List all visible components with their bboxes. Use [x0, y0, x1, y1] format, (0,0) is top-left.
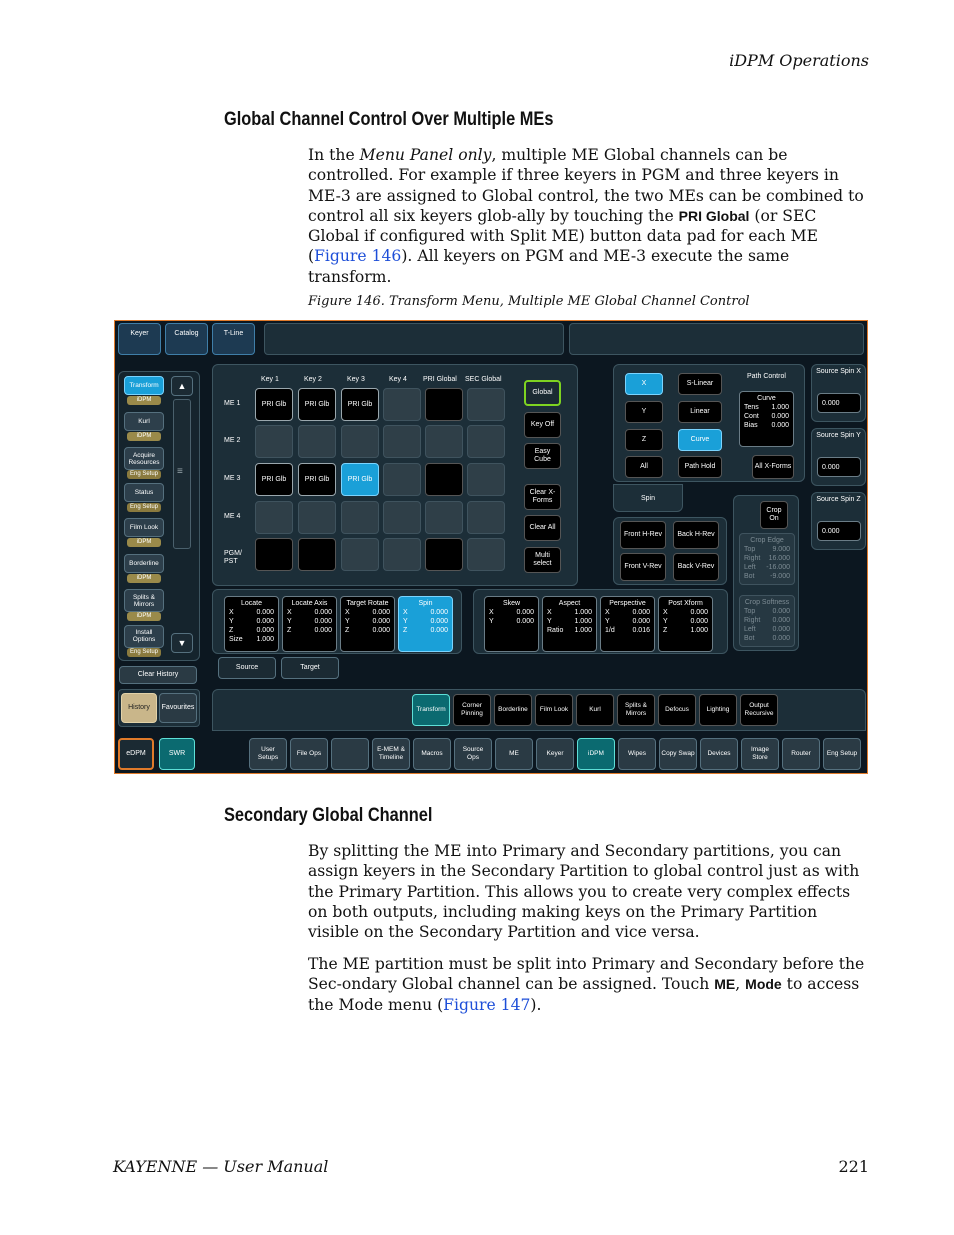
param-row-x: X 0.000: [229, 609, 274, 616]
param-row-y: Y 1.000: [547, 618, 592, 625]
keyer-cell-pgm-pst-key-1[interactable]: [255, 538, 293, 571]
figure-146-link[interactable]: Figure 146: [314, 247, 402, 266]
param-post-xform[interactable]: [658, 596, 713, 652]
para-text: In the: [308, 146, 360, 164]
keyer-cell-pgm-pst-key-3[interactable]: [341, 538, 379, 571]
keyer-cell-me-4-key-2[interactable]: [298, 501, 336, 534]
history-item-acquire-resources[interactable]: Acquire Resources: [124, 447, 164, 470]
axis-button-all[interactable]: All: [625, 456, 663, 478]
param-target-rotate[interactable]: [340, 596, 395, 652]
history-item-sub-acquire-resources: Eng Setup: [127, 470, 161, 479]
mode-tab-source[interactable]: Source: [218, 657, 276, 679]
bottom-tab-copy-swap[interactable]: Copy Swap: [659, 738, 697, 770]
transform-menu-screenshot: [114, 320, 868, 774]
keyer-cell-me-3-pri-global[interactable]: [425, 463, 463, 496]
history-item-transform[interactable]: Transform: [124, 376, 164, 395]
top-status-panel-2: [569, 323, 864, 355]
swr-button[interactable]: SWR: [159, 738, 195, 770]
keyer-cell-me-3-key-3[interactable]: PRI Glb: [341, 463, 379, 496]
axis-button-x[interactable]: X: [625, 373, 663, 395]
tab-t-line[interactable]: T-Line: [212, 323, 255, 355]
para-text: to access the Mode menu (: [308, 975, 860, 1014]
param-row-x: X 1.000: [547, 609, 592, 616]
param-row-x: X 0.000: [403, 609, 448, 616]
param-title: Post Xform: [668, 600, 703, 607]
paragraph-global-channel: [308, 145, 870, 287]
keyer-cell-me-2-key-3[interactable]: [341, 425, 379, 458]
keyer-cell-me-3-key-4[interactable]: [383, 463, 421, 496]
keyer-cell-me-3-sec-global[interactable]: [467, 463, 505, 496]
axis-button-y[interactable]: Y: [625, 401, 663, 423]
crop-softness-readout: [739, 595, 795, 647]
me-row-pgm-pst: PGM/ PST: [224, 550, 242, 565]
bottom-tab-image-store[interactable]: Image Store: [741, 738, 779, 770]
source-spin-value-0[interactable]: 0.000: [817, 393, 861, 413]
param-spin[interactable]: [398, 596, 453, 652]
param-row-y: Y 0.000: [345, 618, 390, 625]
param-title: Perspective: [609, 600, 646, 607]
favourites-button[interactable]: Favourites: [159, 693, 197, 723]
path-control-label: Path Control: [747, 373, 786, 380]
figure-caption: Figure 146. Transform Menu, Multiple ME Global Channel Control: [308, 294, 750, 309]
command-pri-global: PRI Global: [678, 207, 750, 224]
param-row-y: Y 0.000: [229, 618, 274, 625]
param-row-x: X 0.000: [489, 609, 534, 616]
param-row-1-d: 1/d 0.016: [605, 627, 650, 634]
crop-edge-readout-row-bot: Bot -9.000: [744, 573, 790, 580]
history-item-status[interactable]: Status: [124, 483, 164, 502]
side-button-global[interactable]: Global: [524, 380, 561, 406]
history-item-sub-borderline: iDPM: [127, 574, 161, 583]
side-button-clear-x-forms[interactable]: Clear X-Forms: [524, 484, 561, 510]
function-tab-corner-pinning[interactable]: Corner Pinning: [453, 694, 491, 726]
history-button[interactable]: History: [121, 693, 157, 723]
paragraph-secondary-1: By splitting the ME into Primary and Secondary partitions, you can assign keyers in the Secondary Partition to global control just as with the Primary Partition. This allows you to create very complex effects on both outputs, including making keys on the Primary Partition visible on the Secondary Partition and vice versa.: [308, 842, 860, 942]
running-head: iDPM Operations: [729, 51, 869, 70]
para-text: ). All keyers on PGM and ME-3 execute the same transform.: [308, 247, 790, 286]
param-skew[interactable]: [484, 596, 539, 652]
para-text: The ME partition must be split into Primary and Secondary before the Sec-ondary Global channel can be assigned. Touch: [308, 955, 865, 994]
section-heading-secondary-global: Secondary Global Channel: [224, 804, 433, 826]
history-item-sub-transform: iDPM: [127, 396, 161, 405]
source-spin-value-1[interactable]: 0.000: [817, 457, 861, 477]
param-title: Aspect: [558, 600, 581, 607]
param-row-x: X 0.000: [663, 609, 708, 616]
source-spin-label-0: Source Spin X: [816, 368, 861, 375]
param-row-x: X 0.000: [287, 609, 332, 616]
tab-keyer[interactable]: Keyer: [118, 323, 161, 355]
keyer-cell-me-1-pri-global[interactable]: [425, 388, 463, 421]
all-xforms-button[interactable]: All X-Forms: [752, 455, 794, 479]
keyer-cell-pgm-pst-key-4[interactable]: [383, 538, 421, 571]
function-tab-kurl[interactable]: Kurl: [576, 694, 614, 726]
curve-row-tens: Tens 1.000: [744, 404, 789, 411]
crop-softness-readout-row-top: Top 0.000: [744, 608, 790, 615]
me-row-me-4: ME 4: [224, 513, 241, 520]
history-item-sub-film-look: iDPM: [127, 538, 161, 547]
param-title: Locate Axis: [291, 600, 328, 607]
keyer-cell-me-1-sec-global[interactable]: [467, 388, 505, 421]
crop-softness-readout-row-right: Right 0.000: [744, 617, 790, 624]
keyer-cell-me-4-key-3[interactable]: [341, 501, 379, 534]
param-locate[interactable]: [224, 596, 279, 652]
param-row-y: Y 0.000: [605, 618, 650, 625]
keyer-cell-me-1-key-1[interactable]: PRI Glb: [255, 388, 293, 421]
mode-tab-target[interactable]: Target: [281, 657, 339, 679]
bottom-tab-file-ops[interactable]: File Ops: [290, 738, 328, 770]
param-perspective[interactable]: [600, 596, 655, 652]
me-row-me-1: ME 1: [224, 400, 241, 407]
keyer-cell-me-2-key-4[interactable]: [383, 425, 421, 458]
param-row-y: Y 0.000: [403, 618, 448, 625]
keyer-cell-me-1-key-4[interactable]: [383, 388, 421, 421]
function-tab-defocus[interactable]: Defocus: [658, 694, 696, 726]
param-title: Locate: [240, 600, 263, 607]
crop-edge-readout: [739, 533, 795, 585]
crop-edge-readout-title: Crop Edge: [750, 537, 784, 544]
param-title: Spin: [418, 600, 433, 607]
keyer-col-pri-global: PRI Global: [423, 376, 457, 383]
top-status-panel: [264, 323, 564, 355]
keyer-cell-me-4-key-1[interactable]: [255, 501, 293, 534]
scroll-up-button[interactable]: ▲: [171, 376, 193, 396]
curve-row-bias: Bias 0.000: [744, 422, 789, 429]
history-item-kurl[interactable]: Kurl: [124, 412, 164, 431]
bottom-tab-wipes[interactable]: Wipes: [618, 738, 656, 770]
bottom-tab-idpm[interactable]: iDPM: [577, 738, 615, 770]
crop-softness-readout-row-left: Left 0.000: [744, 626, 790, 633]
path-button-path-hold[interactable]: Path Hold: [678, 456, 722, 478]
rev-button-back-v-rev[interactable]: Back V-Rev: [673, 553, 719, 581]
keyer-cell-me-3-key-2[interactable]: PRI Glb: [298, 463, 336, 496]
history-item-sub-splits-mirrors: iDPM: [127, 612, 161, 621]
para-text: (or SEC Global if configured with Split ME) button data pad for each ME (: [308, 206, 818, 266]
bottom-tab-devices[interactable]: Devices: [700, 738, 738, 770]
function-tab-lighting[interactable]: Lighting: [699, 694, 737, 726]
history-item-install-options[interactable]: Install Options: [124, 625, 164, 648]
path-button-curve[interactable]: Curve: [678, 429, 722, 451]
param-row-z: Z 0.000: [229, 627, 274, 634]
para-text: ,: [735, 975, 746, 994]
crop-edge-readout-row-top: Top 9.000: [744, 546, 790, 553]
me-row-me-2: ME 2: [224, 437, 241, 444]
side-button-multi-select[interactable]: Multi select: [524, 547, 561, 573]
bottom-tab-router[interactable]: Router: [782, 738, 820, 770]
section-heading-global-channel: Global Channel Control Over Multiple MEs: [224, 108, 554, 130]
curve-row-cont: Cont 0.000: [744, 413, 789, 420]
para-text: ).: [530, 995, 542, 1014]
param-row-z: Z 0.000: [345, 627, 390, 634]
function-tab-splits-mirrors[interactable]: Splits & Mirrors: [617, 694, 655, 726]
rev-button-front-h-rev[interactable]: Front H-Rev: [620, 521, 666, 549]
keyer-col-key-4: Key 4: [389, 376, 407, 383]
rev-button-front-v-rev[interactable]: Front V-Rev: [620, 553, 666, 581]
bottom-tab-macros[interactable]: Macros: [413, 738, 451, 770]
bottom-tab-keyer[interactable]: Keyer: [536, 738, 574, 770]
axis-button-z[interactable]: Z: [625, 429, 663, 451]
side-button-key-off[interactable]: Key Off: [524, 412, 561, 438]
para-emphasis: Menu Panel only: [359, 146, 492, 164]
scroll-down-button[interactable]: ▼: [171, 633, 193, 653]
param-row-x: X 0.000: [605, 609, 650, 616]
side-button-clear-all[interactable]: Clear All: [524, 515, 561, 541]
param-row-size: Size 1.000: [229, 636, 274, 643]
function-tab-borderline[interactable]: Borderline: [494, 694, 532, 726]
history-item-film-look[interactable]: Film Look: [124, 518, 164, 537]
keyer-cell-me-2-sec-global[interactable]: [467, 425, 505, 458]
keyer-cell-me-1-key-2[interactable]: PRI Glb: [298, 388, 336, 421]
keyer-cell-me-4-sec-global[interactable]: [467, 501, 505, 534]
keyer-col-sec-global: SEC Global: [465, 376, 502, 383]
keyer-cell-me-2-pri-global[interactable]: [425, 425, 463, 458]
crop-edge-readout-row-right: Right 16.000: [744, 555, 790, 562]
keyer-cell-me-4-pri-global[interactable]: [425, 501, 463, 534]
keyer-cell-me-3-key-1[interactable]: PRI Glb: [255, 463, 293, 496]
command-me: ME: [714, 976, 736, 993]
param-row-z: Z 0.000: [287, 627, 332, 634]
tab-catalog[interactable]: Catalog: [165, 323, 208, 355]
curve-readout: [739, 391, 794, 447]
crop-on-button[interactable]: Crop On: [760, 501, 788, 529]
param-title: Skew: [502, 600, 521, 607]
rev-button-back-h-rev[interactable]: Back H-Rev: [673, 521, 719, 549]
keyer-col-key-2: Key 2: [304, 376, 322, 383]
keyer-cell-pgm-pst-sec-global[interactable]: [467, 538, 505, 571]
keyer-cell-pgm-pst-key-2[interactable]: [298, 538, 336, 571]
function-tab-film-look[interactable]: Film Look: [535, 694, 573, 726]
keyer-col-key-3: Key 3: [347, 376, 365, 383]
source-spin-value-2[interactable]: 0.000: [817, 521, 861, 541]
bottom-tab-e-mem-timeline[interactable]: E-MEM & Timeline: [372, 738, 410, 770]
footer-manual-title: KAYENNE — User Manual: [113, 1157, 329, 1176]
keyer-cell-me-1-key-3[interactable]: PRI Glb: [341, 388, 379, 421]
bottom-tab-me[interactable]: ME: [495, 738, 533, 770]
function-tab-output-recursive[interactable]: Output Recursive: [740, 694, 778, 726]
history-item-sub-kurl: iDPM: [127, 432, 161, 441]
command-mode: Mode: [745, 976, 782, 993]
side-button-easy-cube[interactable]: Easy Cube: [524, 443, 561, 469]
history-item-borderline[interactable]: Borderline: [124, 554, 164, 573]
history-item-sub-status: Eng Setup: [127, 503, 161, 512]
page-number: 221: [838, 1157, 869, 1176]
keyer-col-key-1: Key 1: [261, 376, 279, 383]
bottom-tab-eng-setup[interactable]: Eng Setup: [823, 738, 861, 770]
bottom-tab-user-setups[interactable]: User Setups: [249, 738, 287, 770]
history-item-sub-install-options: Eng Setup: [127, 648, 161, 657]
param-row-ratio: Ratio 1.000: [547, 627, 592, 634]
keyer-cell-pgm-pst-pri-global[interactable]: [425, 538, 463, 571]
keyer-cell-me-4-key-4[interactable]: [383, 501, 421, 534]
bottom-tab-blank[interactable]: [331, 738, 369, 770]
curve-title: Curve: [757, 395, 776, 402]
me-row-me-3: ME 3: [224, 475, 241, 482]
param-row-y: Y 0.000: [287, 618, 332, 625]
keyer-cell-me-2-key-2[interactable]: [298, 425, 336, 458]
path-button-s-linear[interactable]: S-Linear: [678, 373, 722, 395]
function-tab-transform[interactable]: Transform: [412, 694, 450, 726]
source-spin-label-2: Source Spin Z: [816, 496, 861, 503]
param-locate-axis[interactable]: [282, 596, 337, 652]
param-row-z: Z 1.000: [663, 627, 708, 634]
crop-edge-readout-row-left: Left -16.000: [744, 564, 790, 571]
edpm-button[interactable]: eDPM: [118, 738, 154, 770]
history-item-splits-mirrors[interactable]: Splits & Mirrors: [124, 589, 164, 612]
paragraph-secondary-2: [308, 954, 870, 1015]
para-text: , multiple ME Global channels can be controlled. For example if three keyers in PGM and three keyers in ME-3 are assigned to Global control, the two MEs can be combined to control all six keyers glob-ally by touching the: [308, 146, 864, 225]
scroll-grip-icon: ≡: [177, 466, 183, 477]
figure-147-link[interactable]: Figure 147: [443, 995, 531, 1014]
param-title: Target Rotate: [346, 600, 389, 607]
path-button-linear[interactable]: Linear: [678, 401, 722, 423]
clear-history-button[interactable]: Clear History: [119, 666, 197, 684]
source-spin-label-1: Source Spin Y: [816, 432, 861, 439]
spin-tab[interactable]: Spin: [613, 484, 683, 512]
param-row-y: Y 0.000: [489, 618, 534, 625]
keyer-cell-me-2-key-1[interactable]: [255, 425, 293, 458]
param-row-x: X 0.000: [345, 609, 390, 616]
param-row-z: Z 0.000: [403, 627, 448, 634]
crop-softness-readout-title: Crop Softness: [744, 599, 790, 606]
param-row-y: Y 0.000: [663, 618, 708, 625]
crop-softness-readout-row-bot: Bot 0.000: [744, 635, 790, 642]
bottom-tab-source-ops[interactable]: Source Ops: [454, 738, 492, 770]
param-aspect[interactable]: [542, 596, 597, 652]
